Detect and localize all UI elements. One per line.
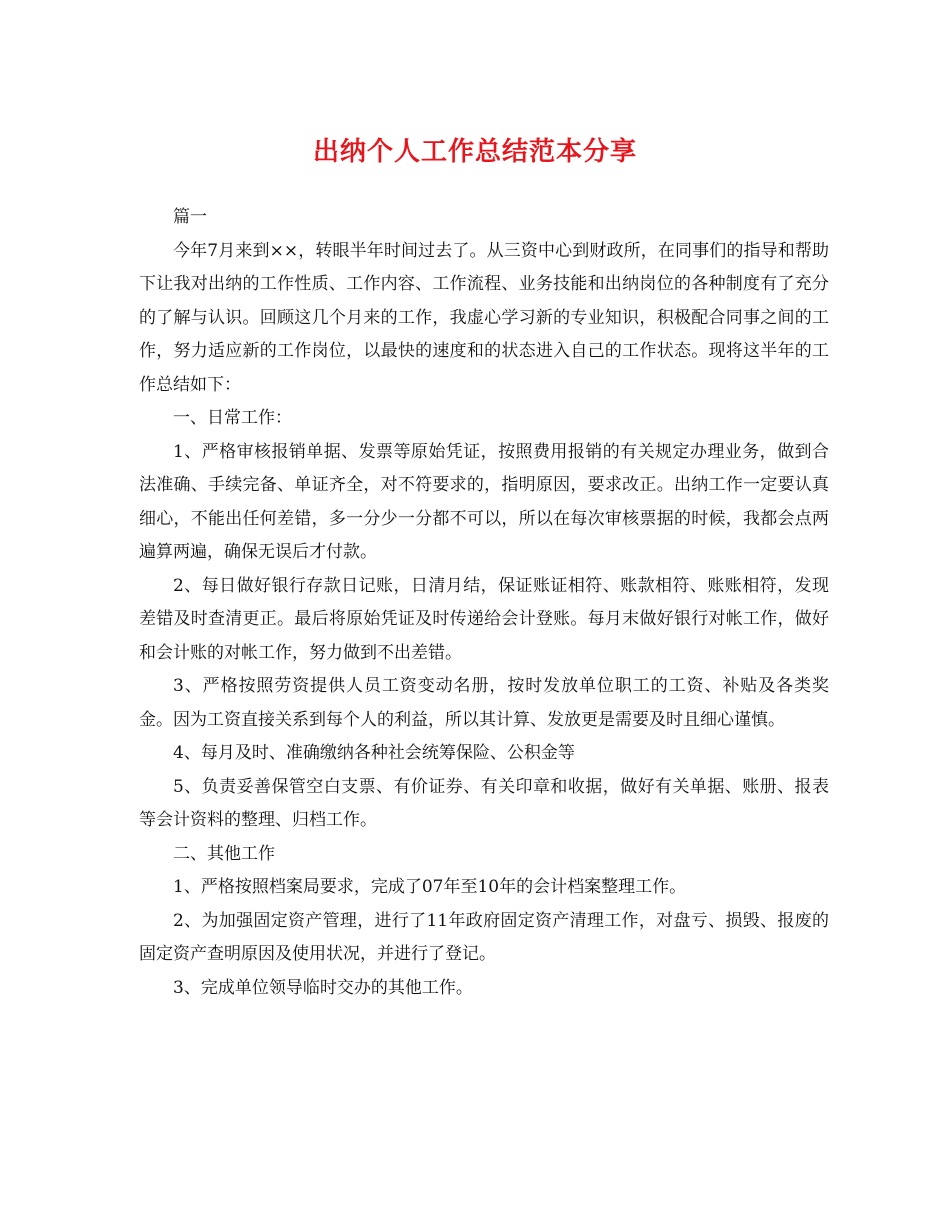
daily-work-item-4: 4、每月及时、准确缴纳各种社会统筹保险、公积金等 xyxy=(173,743,575,763)
daily-work-item-5: 5、负责妥善保管空白支票、有价证券、有关印章和收据，做好有关单据、账册、报表等会计资料的整理、归档工作。 xyxy=(139,776,829,830)
section-heading-other-work: 二、其他工作 xyxy=(173,843,275,864)
section-heading-daily-work: 一、日常工作： xyxy=(173,408,292,428)
daily-work-item-2: 2、每日做好银行存款日记账，日清月结，保证账证相符、账款相符、账账相符，发现差错及时查清更正。最后将原始凭证及时传递给会计登账。每月末做好银行对帐工作，做好和会计账的对帐工作，努力做到不出差错。 xyxy=(139,575,829,663)
other-work-item-2: 2、为加强固定资产管理，进行了11年政府固定资产清理工作，对盘亏、损毁、报废的固定资产查明原因及使用状况，并进行了登记。 xyxy=(139,910,829,964)
daily-work-item-3: 3、严格按照劳资提供人员工资变动名册，按时发放单位职工的工资、补贴及各类奖金。因为工资直接关系到每个人的利益，所以其计算、发放更是需要及时且细心谨慎。 xyxy=(139,676,829,730)
document-body xyxy=(139,201,829,1005)
other-work-item-3: 3、完成单位领导临时交办的其他工作。 xyxy=(173,977,473,998)
intro-paragraph: 今年7月来到××，转眼半年时间过去了。从三资中心到财政所，在同事们的指导和帮助下让我对出纳的工作性质、工作内容、工作流程、业务技能和出纳岗位的各种制度有了充分的了解与认识。回顾这几个月来的工作，我虚心学习新的专业知识，积极配合同事之间的工作，努力适应新的工作岗位，以最快的速度和的状态进入自己的工作状态。现将这半年的工作总结如下： xyxy=(139,240,829,395)
daily-work-item-1: 1、严格审核报销单据、发票等原始凭证，按照费用报销的有关规定办理业务，做到合法准确、手续完备、单证齐全，对不符要求的，指明原因，要求改正。出纳工作一定要认真细心，不能出任何差错，多一分少一分都不可以，所以在每次审核票据的时候，我都会点两遍算两遍，确保无误后才付款。 xyxy=(139,441,829,562)
other-work-item-1: 1、严格按照档案局要求，完成了07年至10年的会计档案整理工作。 xyxy=(173,877,687,897)
section-heading-part-one: 篇一 xyxy=(173,207,207,227)
document-title: 出纳个人工作总结范本分享 xyxy=(312,137,637,167)
